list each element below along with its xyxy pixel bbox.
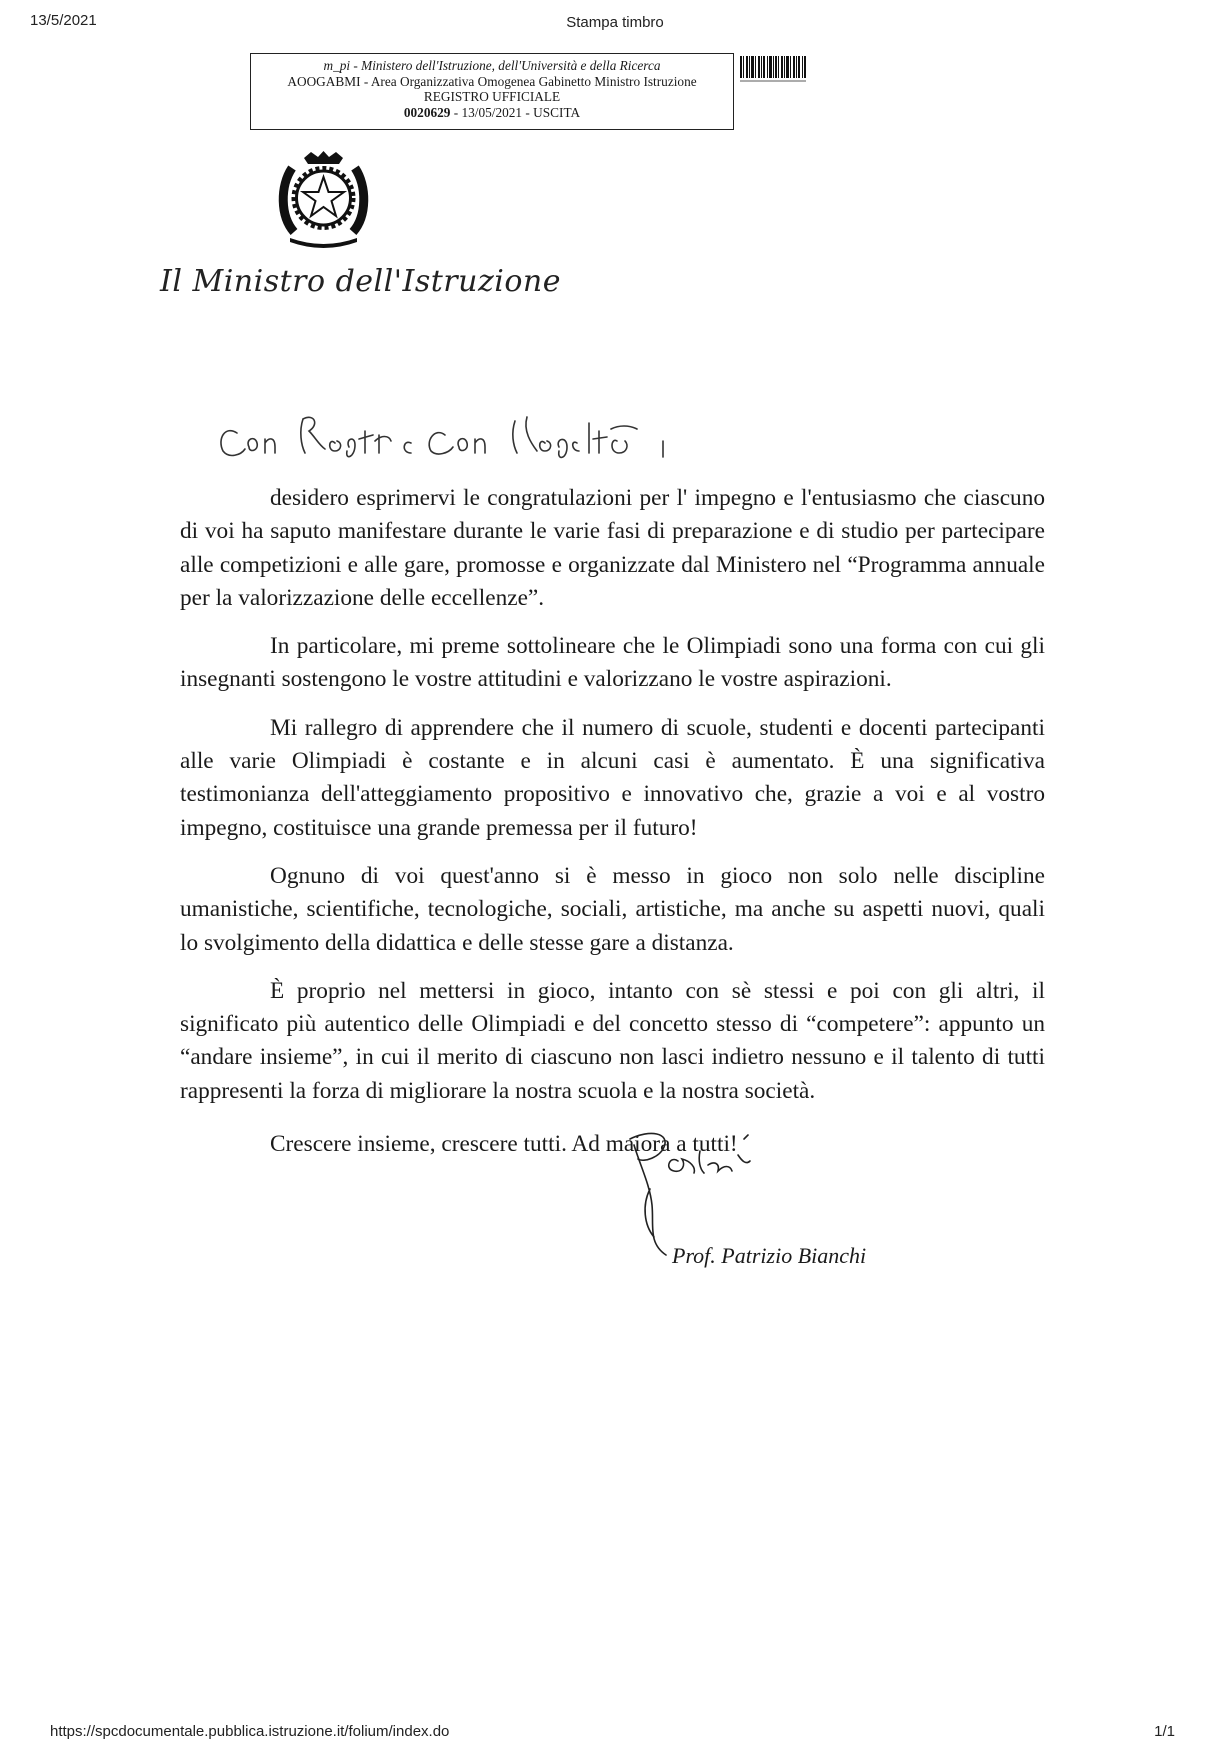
letter-closing: Crescere insieme, crescere tutti. Ad maiora a tutti! [270,1131,738,1158]
print-date: 13/5/2021 [30,12,97,29]
signatory-name: Prof. Patrizio Bianchi [672,1243,867,1268]
print-page-title: Stampa timbro [566,14,664,31]
stamp-protocol-date: - 13/05/2021 - USCITA [450,104,581,120]
italian-republic-emblem-icon [276,150,371,248]
letter-paragraph: È proprio nel mettersi in gioco, intanto con sè stessi e poi con gli altri, il significato più autentico delle Olimpiadi e del concetto stesso di “competere”: appunto un “andare insieme”, in cui il merito di ciascuno non lasci indietro nessuno e il talento di tutti rappresenti la forza di migliorare la nostra scuola e la nostra società. [180,977,1045,1104]
letter-paragraph: In particolare, mi preme sottolineare che le Olimpiadi sono una forma con cui gli insegnanti sostengono le vostre attitudini e valorizzano le vostre aspirazioni. [180,633,1045,693]
print-footer-url: https://spcdocumentale.pubblica.istruzione.it/folium/index.do [50,1723,450,1740]
stamp-protocol-number: 0020629 [403,104,451,120]
page-number: 1/1 [1154,1723,1175,1740]
stamp-ministry-line: m_pi - Ministero dell'Istruzione, dell'Università e della Ricerca [323,58,661,73]
stamp-area-line: AOOGABMI - Area Organizzativa Omogenea Gabinetto Ministro Istruzione [287,73,697,89]
stamp-register-line: REGISTRO UFFICIALE [423,89,561,105]
letter-paragraph: Mi rallegro di apprendere che il numero di scuole, studenti e docenti partecipanti alle varie Olimpiadi è costante e in alcuni casi è aumentato. È una significativa testimonianza dell'atteggiamento propositivo e innovativo che, grazie a voi e al vostro impegno, costituisce una grande premessa per il futuro! [180,714,1045,841]
letter-paragraph: Ognuno di voi quest'anno si è messo in gioco non solo nelle discipline umanistiche, scientifiche, tecnologiche, sociali, artistiche, ma anche su aspetti nuovi, quali lo svolgimento della didattica e delle stesse gare a distanza. [180,862,1045,956]
minister-letterhead-title: Il Ministro dell'Istruzione [160,264,561,299]
handwritten-salutation [215,395,755,465]
stamp-protocol-line [251,105,733,121]
letter-body [180,482,1045,1176]
barcode-icon [740,56,806,86]
letter-paragraph: desidero esprimervi le congratulazioni per l' impegno e l'entusiasmo che ciascuno di voi ha saputo manifestare durante le varie fasi di preparazione e di studio per partecipare alle competizioni e alle gare, promosse e organizzate dal Ministero nel “Programma annuale per la valorizzazione delle eccellenze”. [180,485,1045,611]
protocol-stamp [250,53,734,130]
